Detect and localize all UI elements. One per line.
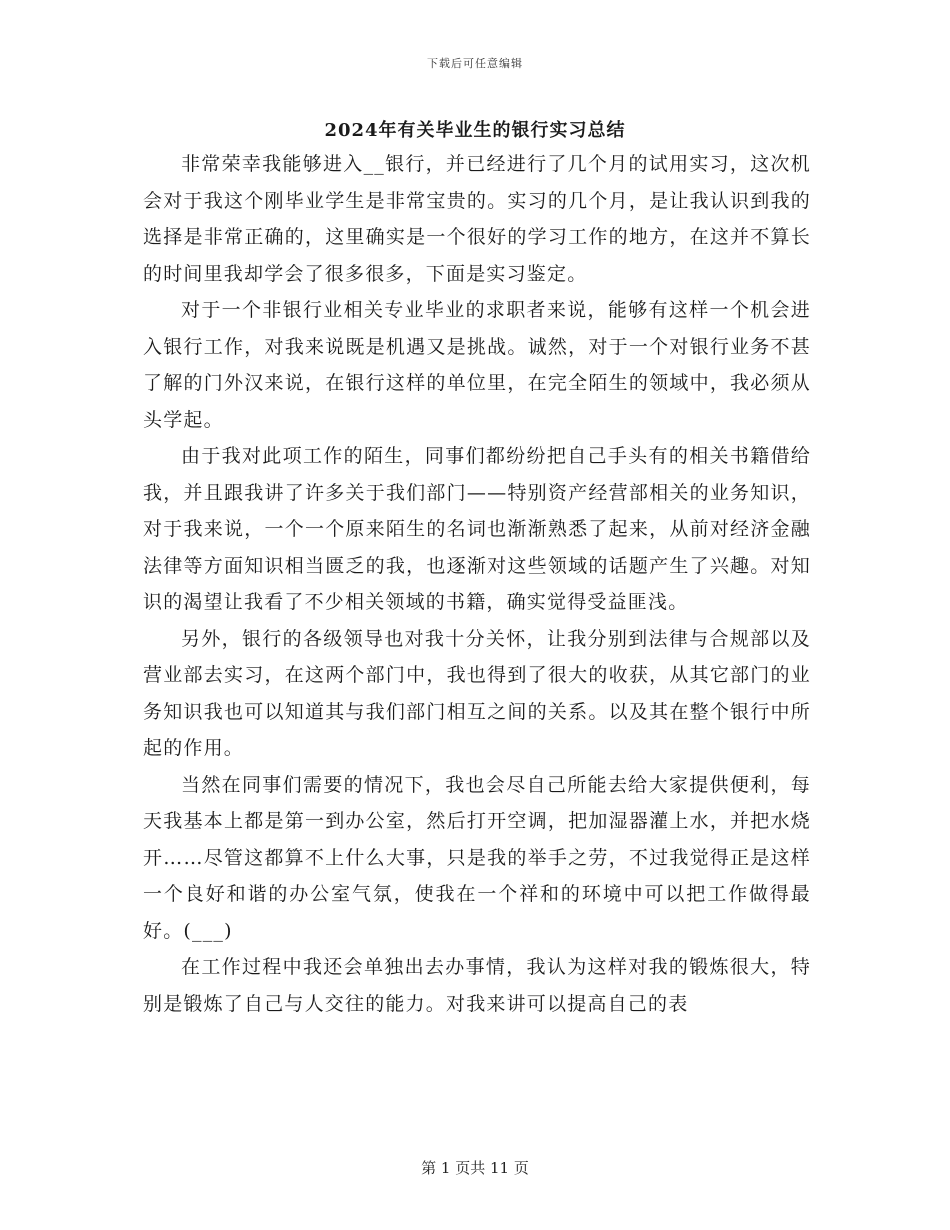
paragraph: 另外，银行的各级领导也对我十分关怀，让我分别到法律与合规部以及营业部去实习，在这两个部门中，我也得到了很大的收获，从其它部门的业务知识我也可以知道其与我们部门相互之间的关系。以及其在整个银行中所起的作用。: [143, 627, 811, 759]
paragraph: 当然在同事们需要的情况下，我也会尽自己所能去给大家提供便利，每天我基本上都是第一到办公室，然后打开空调，把加湿器灌上水，并把水烧开……尽管这都算不上什么大事，只是我的举手之劳，不过我觉得正是这样一个良好和谐的办公室气氛，使我在一个祥和的环境中可以把工作做得最好。(___): [143, 773, 811, 942]
paragraph: 在工作过程中我还会单独出去办事情，我认为这样对我的锻炼很大，特别是锻炼了自己与人交往的能力。对我来讲可以提高自己的表: [143, 956, 811, 1015]
paragraph: 对于一个非银行业相关专业毕业的求职者来说，能够有这样一个机会进入银行工作，对我来说既是机遇又是挑战。诚然，对于一个对银行业务不甚了解的门外汉来说，在银行这样的单位里，在完全陌生的领域中，我必须从头学起。: [143, 299, 811, 431]
paragraph: 非常荣幸我能够进入__银行，并已经进行了几个月的试用实习，这次机会对于我这个刚毕业学生是非常宝贵的。实习的几个月，是让我认识到我的选择是非常正确的，这里确实是一个很好的学习工作的地方，在这并不算长的时间里我却学会了很多很多，下面是实习鉴定。: [143, 153, 811, 285]
header-note: 下载后可任意编辑: [427, 57, 523, 70]
document-body: [143, 146, 811, 1022]
page-number: 第 1 页共 11 页: [421, 1159, 529, 1177]
paragraph: 由于我对此项工作的陌生，同事们都纷纷把自己手头有的相关书籍借给我，并且跟我讲了许多关于我们部门——特别资产经营部相关的业务知识，对于我来说，一个一个原来陌生的名词也渐渐熟悉了起来，从前对经济金融法律等方面知识相当匮乏的我，也逐渐对这些领域的话题产生了兴趣。对知识的渴望让我看了不少相关领域的书籍，确实觉得受益匪浅。: [143, 445, 811, 613]
document-title: 2024年有关毕业生的银行实习总结: [324, 120, 626, 141]
